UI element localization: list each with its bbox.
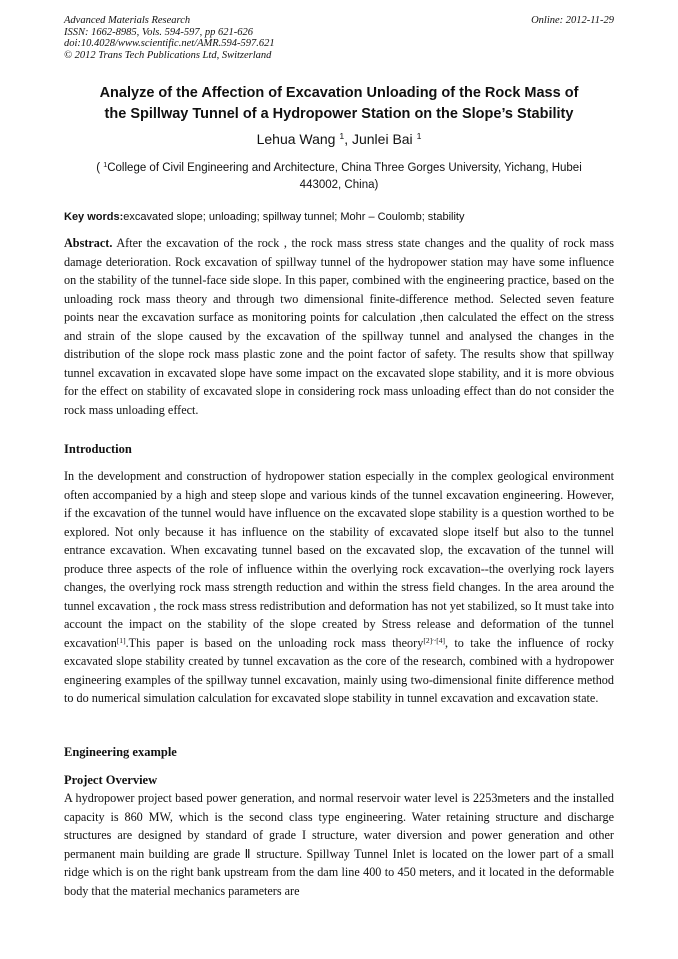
author-1: Lehua Wang [256,131,336,147]
abstract-label: Abstract. [64,236,113,250]
introduction-text-1: In the development and construction of hydropower station especially in the complex geological environment often accompanied by a high and steep slope and various kinds of the tunnel excavation engineering. However, if the excavation of the tunnel would have influence on the excavated slope stability is a question worthed to be explored. Not only because it has influence on the stability of excavated slope itself but also to the tunnel entrance excavation. When excavating tunnel based on the excavated slop, the excavation of the tunnel will produce three aspects of the role of influence within the overlying rock excavation--the overlying rock layers changes, the overlying rock mass strength reduction and within the stress field changes. In the area around the tunnel excavation , the rock mass stress redistribution and deformation has not yet stabilized, so It must take into account the impact on the stability of the slope created by Stress release and deformation of the tunnel excavation [64,469,614,650]
affiliation-line-2: 443002, China) [299,179,379,191]
affiliation-line-1 [64,160,614,177]
author-list [40,130,638,148]
keywords-label: Key words: [64,211,124,223]
title-line-1: Analyze of the Affection of Excavation Unloading of the Rock Mass of [99,85,579,101]
affiliation-mark: 1 [103,161,108,170]
affiliation-text: College of Civil Engineering and Architecture, China Three Gorges University, Yichang, Hubei [107,162,582,174]
title-line-2: the Spillway Tunnel of a Hydropower Station on the Slope’s Stability [104,106,574,122]
engineering-example-heading: Engineering example [64,745,177,759]
journal-header [64,15,614,61]
keywords-text: excavated slope; unloading; spillway tunnel; Mohr – Coulomb; stability [123,211,465,223]
affiliation-open-paren: ( [96,162,101,174]
introduction-body [64,467,614,708]
introduction-text-2: .This paper is based on the unloading rock mass theory [125,635,424,650]
citation-1[interactable]: [1] [116,635,126,645]
citation-2-4[interactable]: [2]~[4] [423,635,445,645]
project-overview-heading: Project Overview [64,773,158,787]
journal-issn: ISSN: 1662-8985, Vols. 594-597, pp 621-626 [64,26,253,38]
author-1-affiliation-mark: 1 [339,131,345,142]
author-2-affiliation-mark: 1 [416,131,422,142]
journal-copyright: © 2012 Trans Tech Publications Ltd, Switzerland [64,49,272,61]
project-overview-text: A hydropower project based power generation, and normal reservoir water level is 2253meters and the installed capacity is 860 MW, which is the second class type engineering. Water retaining structure and discharge structures are designed by standard of grade I structure, water diversion and power generation and other permanent main building are grade Ⅱ structure. Spillway Tunnel Inlet is located on the lower part of a small ridge which is on the right bank upstream from the dam line 400 to 450 meters, and it located in the deformable body that the material mechanics parameters are [64,791,614,898]
introduction-text-3: , to take the influence of rocky excavated slope stability created by tunnel excavation as the core of the research, combined with a hydropower engineering examples of the spillway tunnel excavation, mainly using two-dimensional finite difference method to do numerical simulation calculation for excavated slope stability in tunnel excavation and excavation state. [64,635,614,705]
online-date: Online: 2012-11-29 [531,15,614,26]
author-separator: , [344,131,352,147]
abstract [64,234,614,419]
author-2: Junlei Bai [351,131,413,147]
journal-doi: doi:10.4028/www.scientific.net/AMR.594-597.621 [64,38,275,49]
abstract-text: After the excavation of the rock , the rock mass stress state changes and the quality of rock mass damage deterioration. Rock excavation of spillway tunnel of the hydropower station may have some influence on the stability of the tunnel-face side slope. In this paper, combined with the engineering practice, based on the unloading rock mass theory and through two dimensional finite-difference method. Selected seven feature points near the excavation surface as monitoring points for calculation ,then calculated the effect on the stress and strain of the slope caused by the excavation of the spillway tunnel and analysed the changes in the distribution of the slope rock mass plastic zone and the point factor of safety. The results show that spillway tunnel excavation in excavated slope have some impact on the excavated slope stability, and it is more obvious for the effect on stability of excavated slope in considering rock mass unloading effect than do not consider the rock mass unloading effect. [64,236,615,417]
paper-title [40,83,638,125]
introduction-heading: Introduction [64,442,132,456]
affiliation [64,160,614,194]
keywords [64,210,614,225]
project-overview-body [64,789,614,900]
journal-name: Advanced Materials Research [64,15,191,26]
